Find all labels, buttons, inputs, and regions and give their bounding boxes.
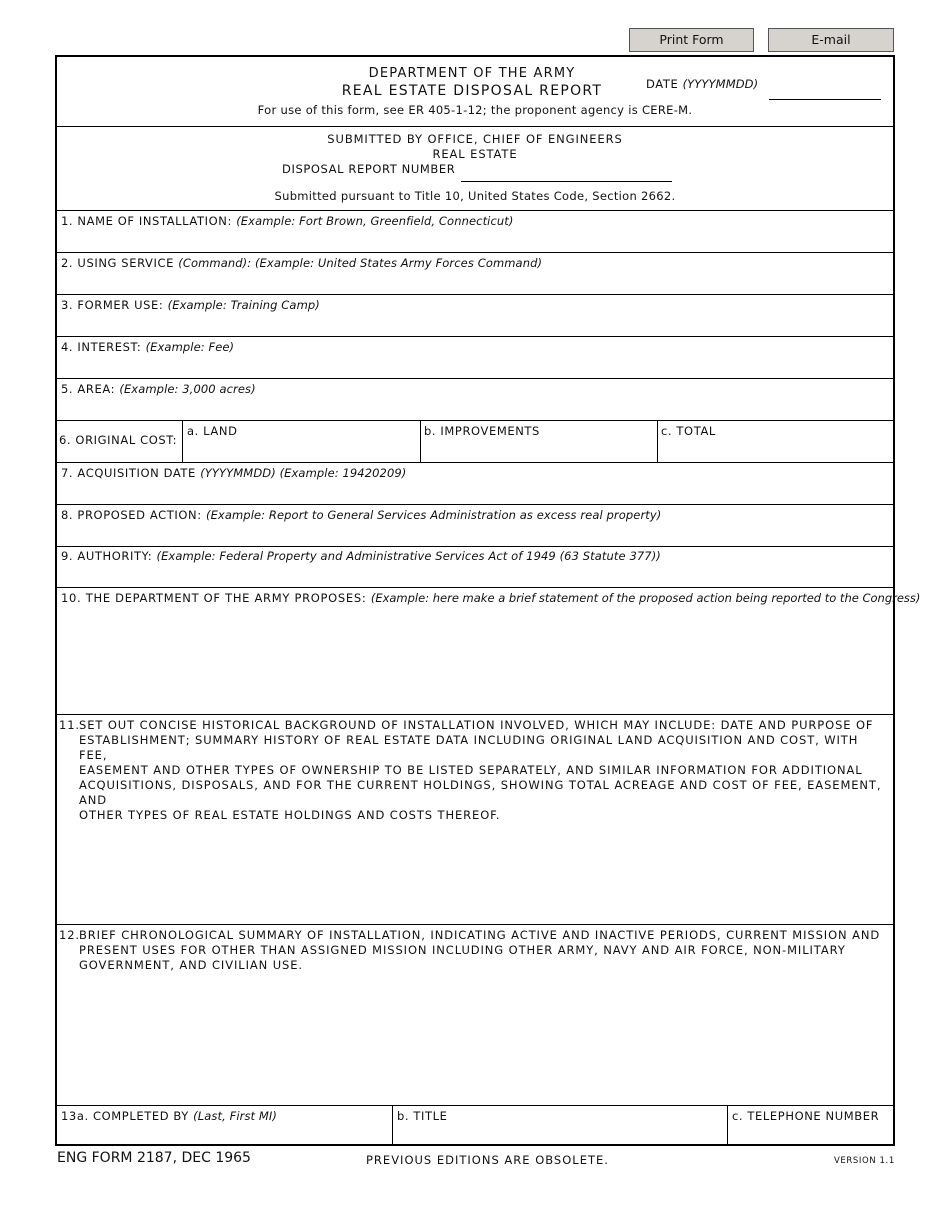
field-using-service[interactable] (57, 253, 893, 295)
field-completed-by (57, 1106, 893, 1144)
completed-by-field[interactable] (57, 1122, 391, 1144)
telephone-field[interactable] (728, 1122, 892, 1144)
field-11-number: 11. (59, 718, 80, 732)
telephone-label: c. TELEPHONE NUMBER (732, 1109, 880, 1123)
field-army-proposes[interactable] (57, 588, 921, 715)
use-note: For use of this form, see ER 405-1-12; the proponent agency is CERE-M. (257, 103, 693, 117)
field-chronological-summary[interactable] (57, 925, 893, 1106)
cost-land-field[interactable] (183, 437, 419, 461)
cost-improvements-field[interactable] (421, 437, 657, 461)
pursuant-note: Submitted pursuant to Title 10, United States Code, Section 2662. (274, 189, 676, 203)
field-10-label: 10. THE DEPARTMENT OF THE ARMY PROPOSES: (Example: here make a brief statement of the proposed action being reported to the Congress) (61, 591, 921, 605)
cost-total-label: c. TOTAL (661, 424, 716, 438)
obsolete-note: PREVIOUS EDITIONS ARE OBSOLETE. (366, 1153, 609, 1167)
version-label: VERSION 1.1 (834, 1156, 895, 1166)
completed-by-label: 13a. COMPLETED BY (Last, First MI) (61, 1109, 278, 1123)
cost-land-label: a. LAND (187, 424, 238, 438)
date-label: DATE (YYYYMMDD) (646, 77, 759, 91)
field-area[interactable] (57, 379, 893, 421)
form-identifier: ENG FORM 2187, DEC 1965 (57, 1150, 251, 1166)
field-11-text: SET OUT CONCISE HISTORICAL BACKGROUND OF INSTALLATION INVOLVED, WHICH MAY INCLUDE: DATE AND PURPOSE OF ESTABLISHMENT; SUMMARY HISTORY OF REAL ESTATE DATA INCLUDING ORIGINAL LAND ACQUISITION AND COST, WITH FEE, EASEMENT AND OTHER TYPES OF OWNERSHIP TO BE LISTED SEPARATELY, AND SIMILAR INFORMATION FOR ADDITIONAL ACQUISITIONS, DISPOSALS, AND FOR THE CURRENT HOLDINGS, SHOWING TOTAL ACREAGE AND COST OF FEE, EASEMENT, AND OTHER TYPES OF REAL ESTATE HOLDINGS AND COSTS THEREOF. (79, 718, 882, 822)
field-acquisition-date[interactable] (57, 463, 893, 505)
print-form-button[interactable]: Print Form (629, 28, 754, 52)
field-2-label: 2. USING SERVICE (Command): (Example: United States Army Forces Command) (61, 256, 543, 270)
department-title: DEPARTMENT OF THE ARMY (368, 66, 576, 81)
field-former-use[interactable] (57, 295, 893, 337)
report-number-label: DISPOSAL REPORT NUMBER (282, 162, 456, 176)
cost-total-field[interactable] (658, 437, 892, 461)
title-field[interactable] (393, 1122, 726, 1144)
submitted-block (57, 127, 893, 211)
field-3-label: 3. FORMER USE: (Example: Training Camp) (61, 298, 320, 312)
field-proposed-action[interactable] (57, 505, 893, 547)
cost-improvements-label: b. IMPROVEMENTS (424, 424, 540, 438)
field-5-label: 5. AREA: (Example: 3,000 acres) (61, 382, 256, 396)
report-number-field[interactable] (461, 163, 672, 182)
field-4-label: 4. INTEREST: (Example: Fee) (61, 340, 235, 354)
field-historical-background[interactable] (57, 715, 893, 925)
title-label: b. TITLE (397, 1109, 448, 1123)
email-button[interactable]: E-mail (768, 28, 894, 52)
field-8-label: 8. PROPOSED ACTION: (Example: Report to General Services Administration as excess real property) (61, 508, 662, 522)
field-7-label: 7. ACQUISITION DATE (YYYYMMDD) (Example: 19420209) (61, 466, 407, 480)
field-6-label: 6. ORIGINAL COST: (59, 433, 178, 447)
field-12-text: BRIEF CHRONOLOGICAL SUMMARY OF INSTALLATION, INDICATING ACTIVE AND INACTIVE PERIODS, CURRENT MISSION AND PRESENT USES FOR OTHER THAN ASSIGNED MISSION INCLUDING OTHER ARMY, NAVY AND AIR FORCE, NON-MILITARY GOVERNMENT, AND CIVILIAN USE. (79, 928, 881, 972)
field-9-label: 9. AUTHORITY: (Example: Federal Property and Administrative Services Act of 1949 (63 Statute 377)) (61, 549, 661, 563)
submitted-line-1: SUBMITTED BY OFFICE, CHIEF OF ENGINEERS (327, 132, 623, 146)
form-header (57, 57, 893, 127)
field-interest[interactable] (57, 337, 893, 379)
field-12-number: 12. (59, 928, 80, 942)
field-1-label: 1. NAME OF INSTALLATION: (Example: Fort Brown, Greenfield, Connecticut) (61, 214, 514, 228)
field-authority[interactable] (57, 547, 893, 588)
date-field[interactable] (769, 79, 881, 100)
disposal-report-form (55, 55, 921, 1146)
submitted-line-2: REAL ESTATE (432, 147, 518, 161)
form-title: REAL ESTATE DISPOSAL REPORT (341, 83, 603, 99)
field-original-cost (57, 421, 893, 463)
field-installation-name[interactable] (57, 211, 893, 253)
